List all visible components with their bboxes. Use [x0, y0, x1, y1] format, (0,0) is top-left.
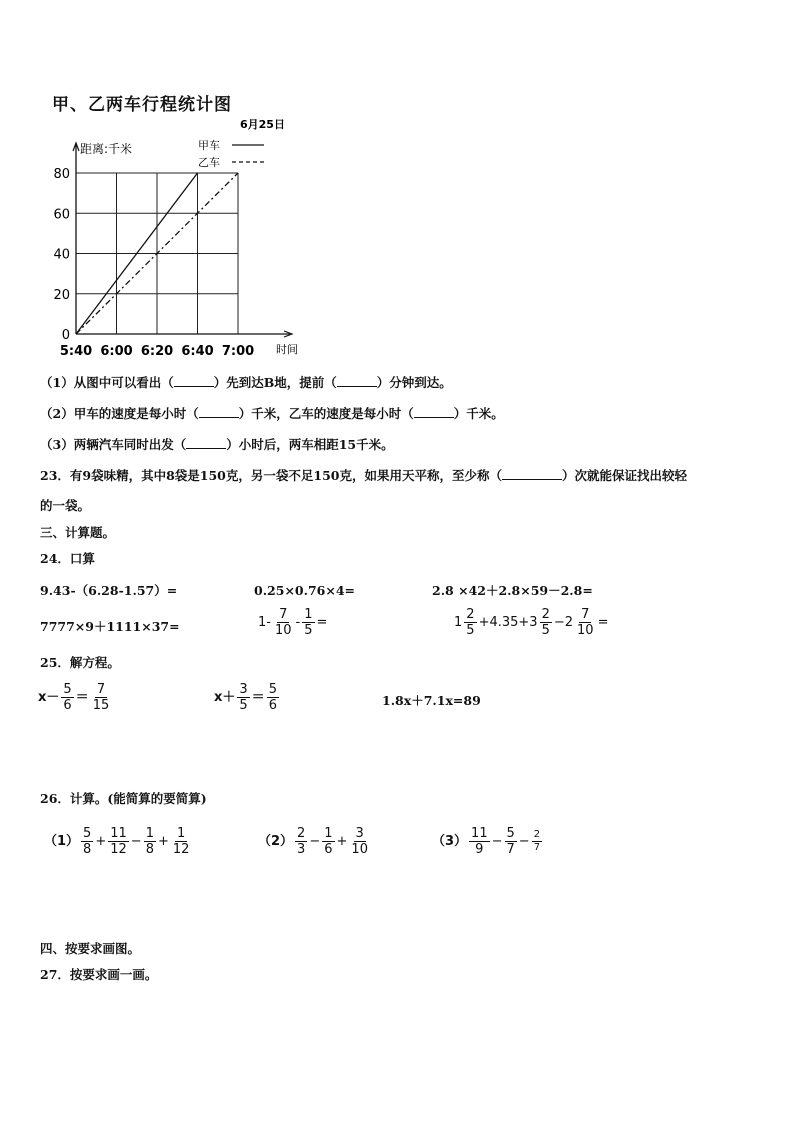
numerator: 11 — [471, 826, 488, 841]
q22-sub2-part-b: ）千米，乙车的速度是每小时（ — [238, 406, 414, 421]
travel-line-chart — [44, 108, 314, 358]
fraction — [469, 826, 490, 857]
fraction — [81, 826, 93, 857]
expr-text: +4.35+3 — [478, 615, 538, 630]
operator: + — [95, 834, 107, 849]
answer-blank[interactable] — [199, 405, 239, 418]
fraction — [237, 682, 249, 713]
q22-sub1-part-b: ）先到达B地，提前（ — [213, 375, 337, 390]
section-3-heading: 三、计算题。 — [40, 525, 116, 540]
q22-sub2-part-a: （2）甲车的速度是每小时（ — [40, 406, 199, 421]
q22-sub1 — [40, 374, 452, 392]
denominator: 6 — [268, 698, 277, 713]
denominator: 5 — [304, 623, 313, 638]
y-tick-label: 80 — [53, 167, 70, 182]
numerator: 1 — [324, 826, 333, 841]
q25-equation-2 — [214, 682, 281, 713]
denominator: 6 — [324, 842, 333, 857]
q24-expr-6 — [454, 607, 608, 638]
numerator: 5 — [63, 682, 72, 697]
fraction — [171, 826, 192, 857]
numerator: 3 — [355, 826, 364, 841]
answer-blank[interactable] — [186, 436, 226, 449]
problem-number: （1） — [44, 834, 80, 849]
operator: − — [309, 834, 321, 849]
operator: - — [295, 615, 301, 630]
q25-label: 25．解方程。 — [40, 655, 120, 670]
denominator: 9 — [475, 842, 484, 857]
q24-expr-2: 0.25×0.76×4= — [254, 583, 356, 598]
numerator: 11 — [110, 826, 127, 841]
numerator: 1 — [304, 607, 313, 622]
section-4-heading: 四、按要求画图。 — [40, 941, 141, 956]
numerator: 2 — [541, 607, 550, 622]
operator: + — [336, 834, 348, 849]
q27-label: 27．按要求画一画。 — [40, 967, 158, 982]
fraction — [532, 829, 542, 854]
q23-line2: 的一袋。 — [40, 498, 91, 513]
x-axis-label: 时间 — [276, 343, 298, 356]
denominator: 3 — [297, 842, 306, 857]
x-tick-label: 6:20 — [140, 344, 174, 358]
numerator: 1 — [177, 826, 186, 841]
expr-text: x－ — [38, 690, 60, 705]
q23-part-b: ）次就能保证找出较轻 — [561, 468, 687, 483]
denominator: 7 — [506, 842, 515, 857]
y-tick-label: 60 — [53, 207, 70, 223]
denominator: 8 — [145, 842, 154, 857]
equals-sign: = — [597, 615, 609, 630]
answer-blank[interactable] — [414, 405, 454, 418]
fraction — [273, 607, 294, 638]
fraction — [302, 607, 314, 638]
answer-blank[interactable] — [502, 467, 562, 480]
operator: − — [491, 834, 503, 849]
x-tick-label: 5:40 — [59, 344, 93, 358]
denominator: 10 — [351, 842, 368, 857]
numerator: 2 — [466, 607, 475, 622]
fraction — [349, 826, 370, 857]
numerator: 7 — [279, 607, 288, 622]
legend-label: 甲车 — [198, 139, 220, 152]
legend-label: 乙车 — [198, 156, 220, 169]
y-tick-label: 20 — [53, 287, 70, 303]
numerator: 1 — [145, 826, 154, 841]
whole-number: 1 — [454, 615, 463, 630]
fraction — [540, 607, 552, 638]
q23-line1 — [40, 467, 687, 485]
q24-label: 24．口算 — [40, 551, 95, 566]
numerator: 7 — [96, 682, 106, 697]
equals-sign: ＝ — [75, 690, 89, 705]
problem-number: （2） — [258, 834, 294, 849]
q24-expr-5 — [258, 607, 327, 638]
denominator: 6 — [63, 698, 72, 713]
expr-text: 1- — [258, 615, 271, 630]
q23-part-a: 23．有9袋味精，其中8袋是150克，另一袋不足150克，如果用天平称，至少称（ — [40, 468, 502, 483]
fraction — [505, 826, 517, 857]
numerator: 7 — [581, 607, 590, 622]
q26-problem-2 — [258, 826, 372, 857]
q24-expr-1: 9.43-（6.28-1.57）= — [40, 583, 178, 598]
chart-title: 甲、乙两车行程统计图 — [52, 95, 232, 115]
q24-expr-4: 7777×9＋1111×37= — [40, 619, 180, 634]
fraction — [575, 607, 596, 638]
denominator: 8 — [83, 842, 92, 857]
fraction — [91, 682, 112, 713]
numerator: 2 — [533, 829, 541, 840]
denominator: 7 — [533, 842, 541, 853]
denominator: 5 — [541, 623, 550, 638]
q22-sub3-part-b: ）小时后，两车相距15千米。 — [226, 437, 394, 452]
q26-problem-1 — [44, 826, 193, 857]
equals-sign: ＝ — [251, 690, 265, 705]
x-tick-label: 7:00 — [221, 344, 255, 358]
chart-date-label: 6月25日 — [240, 118, 285, 131]
expr-text: x＋ — [214, 690, 236, 705]
fraction — [267, 682, 279, 713]
answer-blank[interactable] — [174, 374, 214, 387]
denominator: 12 — [172, 842, 190, 857]
fraction — [144, 826, 156, 857]
q26-problem-3 — [432, 826, 544, 857]
q22-sub2 — [40, 405, 504, 423]
numerator: 2 — [297, 826, 306, 841]
fraction — [295, 826, 307, 857]
operator: + — [157, 834, 169, 849]
denominator: 5 — [239, 698, 248, 713]
x-tick-label: 6:00 — [100, 344, 133, 358]
y-tick-label: 0 — [61, 328, 70, 343]
numerator: 3 — [239, 682, 248, 697]
q25-equation-1 — [38, 682, 113, 713]
q24-expr-3: 2.8 ×42＋2.8×59－2.8= — [432, 583, 593, 598]
q22-sub1-part-c: ）分钟到达。 — [376, 375, 452, 390]
x-tick-label: 6:40 — [181, 344, 214, 358]
q22-sub3 — [40, 436, 394, 454]
answer-blank[interactable] — [337, 374, 377, 387]
numerator: 5 — [506, 826, 515, 841]
y-axis-label: 距离:千米 — [80, 142, 133, 156]
y-tick-label: 40 — [53, 247, 70, 263]
q22-sub3-part-a: （3）两辆汽车同时出发（ — [40, 437, 187, 452]
numerator: 5 — [83, 826, 92, 841]
q25-equation-3: 1.8x＋7.1x=89 — [382, 693, 481, 708]
fraction — [108, 826, 129, 857]
denominator: 15 — [92, 698, 110, 713]
fraction — [464, 607, 476, 638]
operator: − — [130, 834, 142, 849]
denominator: 12 — [110, 842, 127, 857]
equals-sign: = — [316, 615, 328, 630]
fraction — [322, 826, 334, 857]
q22-sub2-part-c: ）千米。 — [453, 406, 504, 421]
operator: −2 — [553, 615, 574, 630]
q22-sub1-part-a: （1）从图中可以看出（ — [40, 375, 174, 390]
problem-number: （3） — [432, 834, 468, 849]
fraction — [61, 682, 73, 713]
q26-label: 26．计算。(能简算的要简算) — [40, 791, 207, 806]
denominator: 10 — [577, 623, 594, 638]
denominator: 5 — [466, 623, 475, 638]
denominator: 10 — [274, 623, 292, 638]
numerator: 5 — [268, 682, 277, 697]
operator: − — [518, 834, 530, 849]
